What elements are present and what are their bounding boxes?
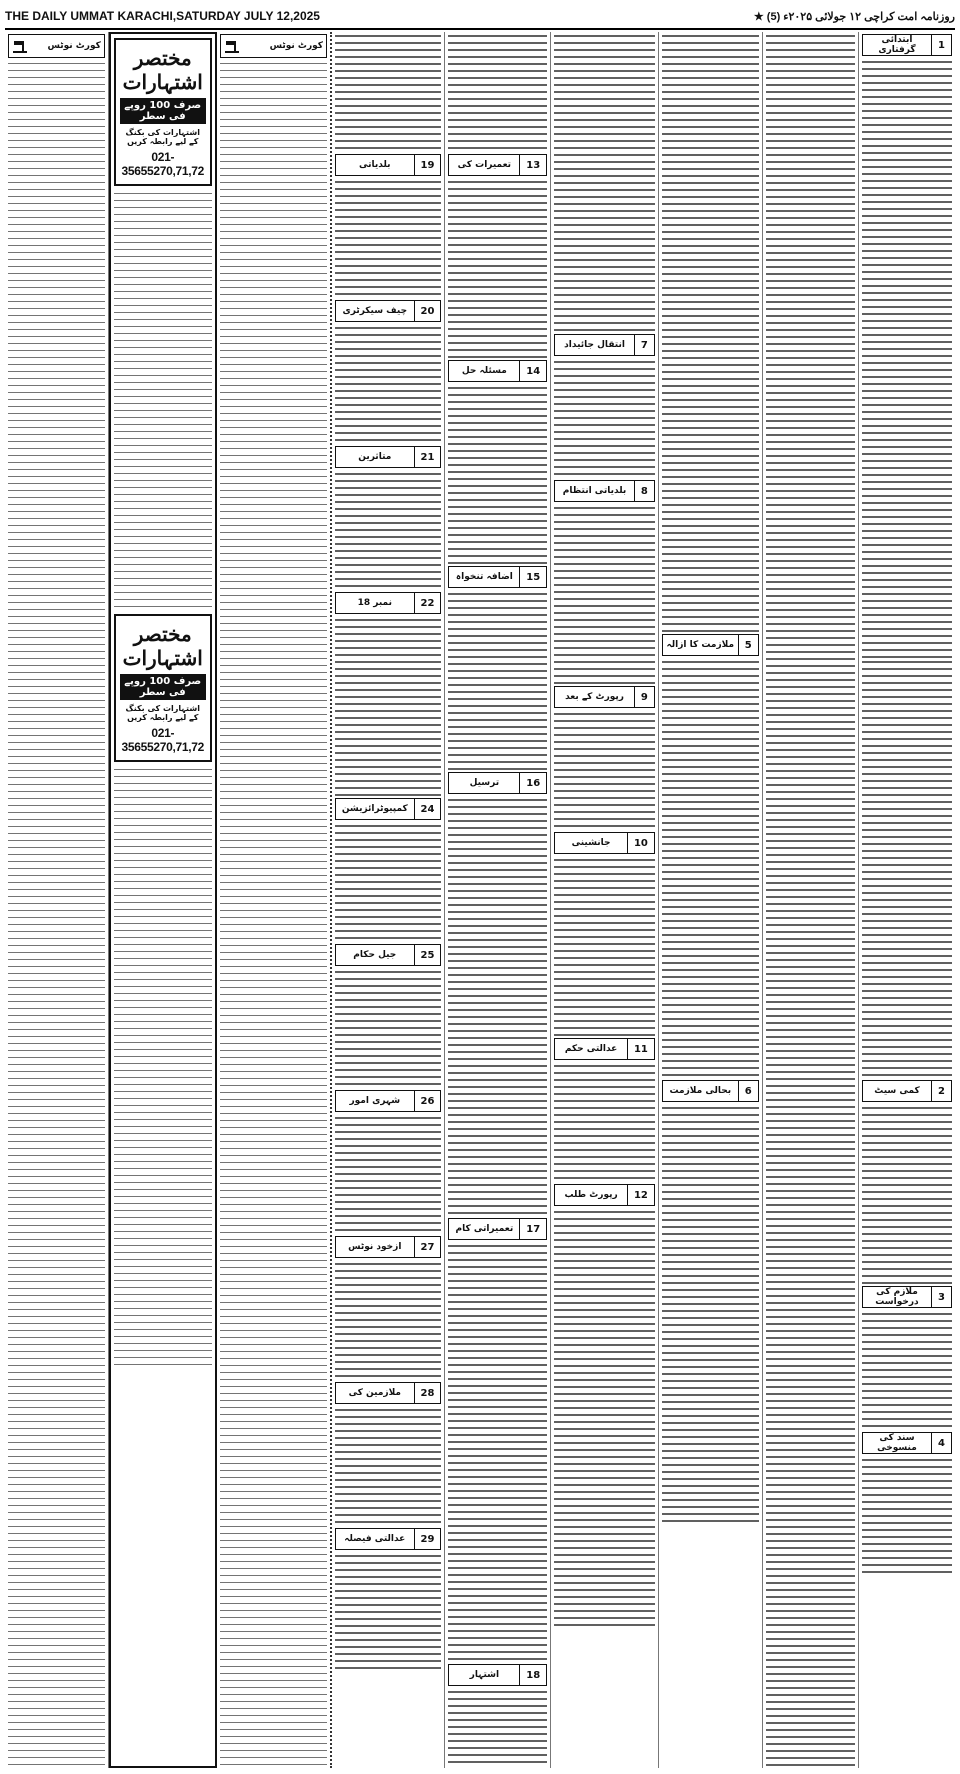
notice-body-7 (554, 358, 655, 478)
article-column-f (859, 32, 955, 1768)
notice-header-13: تعمیرات کی 13 (448, 154, 547, 176)
notice-body-29 (335, 1552, 441, 1672)
notices-text-center (220, 60, 327, 1768)
notice-column-left (5, 32, 109, 1768)
notice-header-24: کمپیوٹرائزیشن 24 (335, 798, 441, 820)
masthead-right: ★ (5) روزنامہ امت کراچی ۱۲ جولائی ۲۰۲۵ء (753, 10, 955, 23)
notice-header-2: کمی سیٹ 2 (862, 1080, 952, 1102)
notice-header-15: اضافہ تنخواہ 15 (448, 566, 547, 588)
notice-header-17: تعمیراتی کام 17 (448, 1218, 547, 1240)
notice-body-8 (554, 504, 655, 684)
court-notices-text (8, 60, 105, 1768)
notice-header-20: چیف سیکرٹری 20 (335, 300, 441, 322)
notice-header-21: متاثرین 21 (335, 446, 441, 468)
gavel-icon (224, 39, 244, 53)
notice-header-16: ترسیل 16 (448, 772, 547, 794)
notice-body-11 (554, 1062, 655, 1182)
notice-body-10 (554, 856, 655, 1036)
notice-header-12: رپورٹ طلب 12 (554, 1184, 655, 1206)
notice-body-2 (862, 1104, 952, 1284)
notice-body-13 (448, 178, 547, 358)
notice-header-4: سند کی منسوخی 4 (862, 1432, 952, 1454)
notice-header-19: بلدیاتی 19 (335, 154, 441, 176)
notice-body-1 (862, 58, 952, 658)
court-notice-label: کورٹ نوٹس (47, 41, 101, 51)
notice-body-20 (335, 324, 441, 444)
article-column-b (332, 32, 445, 1768)
notice-body-24 (335, 822, 441, 942)
notice-body-25 (335, 968, 441, 1088)
notice-header-26: شہری امور 26 (335, 1090, 441, 1112)
notice-header-18: اشتہار 18 (448, 1664, 547, 1686)
ad-info-middle: اشتہارات کی بکنگ کے لیے رابطہ کریں (125, 704, 200, 722)
ad-column-text-1 (114, 190, 212, 610)
notice-body-1b (862, 658, 952, 1078)
running-text (766, 32, 855, 1768)
notice-header-25: جیل حکام 25 (335, 944, 441, 966)
court-notice-label-2: کورٹ نوٹس (269, 41, 324, 51)
gavel-icon (12, 39, 32, 53)
col-e-intro-text (662, 32, 759, 632)
article-column-e (659, 32, 763, 1768)
columns (5, 32, 955, 1768)
notice-body-5 (662, 658, 759, 1078)
notice-header-11: عدالتی حکم 11 (554, 1038, 655, 1060)
notice-body-22 (335, 616, 441, 796)
notice-header-29: عدالتی فیصلہ 29 (335, 1528, 441, 1550)
notice-header-9: رپورٹ کے بعد 9 (554, 686, 655, 708)
notice-body-28 (335, 1406, 441, 1526)
notice-body-3 (862, 1310, 952, 1430)
notice-header-22: 18 نمبر 22 (335, 592, 441, 614)
notice-column-center (217, 32, 332, 1768)
notice-header-6: بحالی ملازمت 6 (662, 1080, 759, 1102)
notice-body-15 (448, 590, 547, 770)
classified-ad-column (109, 32, 217, 1768)
notice-header-27: ازخود نوٹس 27 (335, 1236, 441, 1258)
notice-body-18 (448, 1688, 547, 1768)
col-b-intro-text (335, 32, 441, 152)
notice-body-12 (554, 1208, 655, 1628)
col-d-intro-text (554, 32, 655, 332)
notice-body-19 (335, 178, 441, 298)
notice-header-10: جانشینی 10 (554, 832, 655, 854)
notice-body-27 (335, 1260, 441, 1380)
court-notice-header (8, 34, 105, 58)
notice-header-3: ملازم کی درخواست 3 (862, 1286, 952, 1308)
notice-header-7: انتقال جائیداد 7 (554, 334, 655, 356)
notice-header-14: مسئلہ حل 14 (448, 360, 547, 382)
court-notice-header-2 (220, 34, 327, 58)
notice-body-6 (662, 1104, 759, 1524)
ad-rate: صرف 100 روپے فی سطر (120, 98, 206, 124)
masthead-left: THE DAILY UMMAT KARACHI,SATURDAY JULY 12,2025 (5, 9, 320, 23)
notice-body-21 (335, 470, 441, 590)
classified-ad-middle (114, 614, 212, 762)
notice-body-16 (448, 796, 547, 1216)
notice-body-14 (448, 384, 547, 564)
ad-rate-middle: صرف 100 روپے فی سطر (120, 674, 206, 700)
classified-ad-top (114, 38, 212, 186)
ad-phone-middle: 021-35655270,71,72 (121, 726, 205, 754)
ad-title: مختصر اشتہارات (122, 46, 203, 94)
notice-body-17 (448, 1242, 547, 1662)
notice-header-8: بلدیاتی انتظام 8 (554, 480, 655, 502)
article-column-d (551, 32, 659, 1768)
notice-header-5: ملازمت کا ازالہ 5 (662, 634, 759, 656)
ad-phone: 021-35655270,71,72 (121, 150, 205, 178)
col-c-intro-text (448, 32, 547, 152)
article-column-running (763, 32, 859, 1768)
notice-header-28: ملازمین کی 28 (335, 1382, 441, 1404)
masthead (5, 4, 955, 30)
ad-info: اشتہارات کی بکنگ کے لیے رابطہ کریں (125, 128, 200, 146)
notice-body-4 (862, 1456, 952, 1576)
ad-title-middle: مختصر اشتہارات (122, 622, 203, 670)
notice-body-9 (554, 710, 655, 830)
article-column-c (445, 32, 551, 1768)
notice-body-26 (335, 1114, 441, 1234)
ad-column-text-2 (114, 766, 212, 1366)
notice-header-1: ابتدائی گرفتاری 1 (862, 34, 952, 56)
